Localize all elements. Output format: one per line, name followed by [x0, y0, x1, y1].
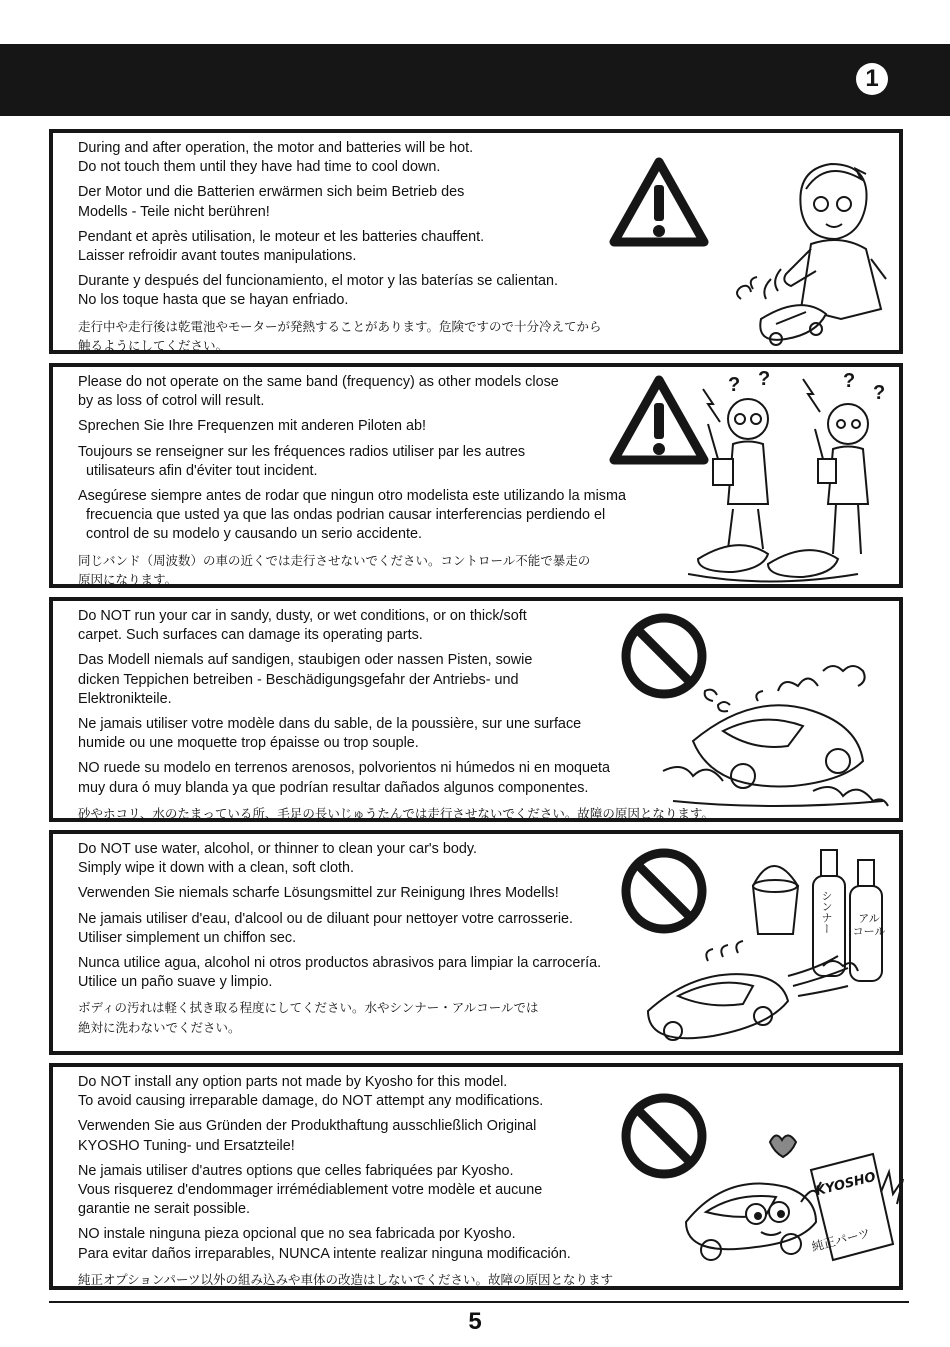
paragraph-jp: 純正オプションパーツ以外の組み込みや車体の改造はしないでください。故障の原因となります [78, 1271, 614, 1287]
caution-panel-hot-parts [49, 129, 903, 354]
paragraph-de: Das Modell niemals auf sandigen, staubigen oder nassen Pisten, sowie dicken Teppichen betreiben - Beschädigungsgefahr der Antriebs- und Elektronikteile. [78, 652, 533, 707]
svg-text:?: ? [758, 369, 771, 390]
paragraph-fr: Toujours se renseigner sur les fréquences radios utiliser par les autres utilisateurs afin d'éviter tout incident. [78, 443, 526, 479]
paragraph-en: Do NOT use water, alcohol, or thinner to clean your car's body. Simply wipe it down with a clean, soft cloth. [78, 841, 477, 877]
dusty-terrain-illustration [653, 661, 893, 811]
panel-text [78, 840, 601, 1043]
caution-panel-genuine-parts [49, 1063, 903, 1290]
header-bar [0, 44, 950, 116]
thinner-bottle-label: シンナー [820, 890, 833, 934]
genuine-parts-illustration [681, 1122, 911, 1272]
paragraph-en: During and after operation, the motor and batteries will be hot. Do not touch them until they have had time to cool down. [78, 140, 474, 176]
kyosho-box-brand: KYOSHO [814, 1169, 878, 1200]
paragraph-es: NO instale ninguna pieza opcional que no sea fabricada por Kyosho. Para evitar daños irreparables, NUNCA intente realizar ninguna modificación. [78, 1226, 571, 1262]
paragraph-de: Verwenden Sie aus Gründen der Produkthaftung ausschließlich Original KYOSHO Tuning- und Ersatzteile! [78, 1118, 537, 1154]
svg-text:?: ? [873, 382, 886, 404]
paragraph-en: Please do not operate on the same band (frequency) as other models close by as loss of cotrol will result. [78, 374, 559, 410]
frequency-conflict-illustration [688, 369, 898, 584]
paragraph-en: Do NOT run your car in sandy, dusty, or wet conditions, or on thick/soft carpet. Such surfaces can damage its operating parts. [78, 608, 527, 644]
page-number: 5 [468, 1308, 482, 1335]
panel-text [78, 373, 626, 595]
footer-rule [49, 1301, 909, 1303]
paragraph-fr: Ne jamais utiliser d'eau, d'alcool ou de diluant pour nettoyer votre carrosserie. Utiliser simplement un chiffon sec. [78, 910, 574, 946]
paragraph-es: Asegúrese siempre antes de rodar que ningun otro modelista este utilizando la misma frecuencia que usted ya que las ondas podrian causar interferencias perdiendo el control de su modelo y causando un serio accidente. [78, 488, 626, 543]
paragraph-jp: 走行中や走行後は乾電池やモーターが発熱することがあります。危険ですので十分冷えてから 触るようにしてください。 [78, 318, 602, 353]
cleaning-illustration [628, 846, 888, 1051]
paragraph-jp: 砂やホコリ、水のたまっている所、毛足の長いじゅうたんでは走行させないでください。故障の原因となります。 [78, 805, 714, 821]
paragraph-jp: 同じバンド（周波数）の車の近くでは走行させないでください。コントロール不能で暴走の 原因になります。 [78, 552, 591, 587]
paragraph-es: Nunca utilice agua, alcohol ni otros productos abrasivos para limpiar la carrocería. Utilice un paño suave y limpio. [78, 955, 602, 991]
panel-text [78, 1073, 613, 1295]
hot-motor-illustration [681, 149, 891, 354]
paragraph-fr: Ne jamais utiliser d'autres options que celles fabriquées par Kyosho. Vous risquerez d'endommager irrémédiablement votre modèle et aucune garantie ne serait possible. [78, 1162, 543, 1218]
caution-panel-terrain [49, 597, 903, 822]
caution-panel-frequency [49, 363, 903, 588]
paragraph-es: Durante y después del funcionamiento, el motor y las baterías se calientan. No los toque hasta que se hayan enfriado. [78, 273, 558, 309]
paragraph-de: Verwenden Sie niemals scharfe Lösungsmittel zur Reinigung Ihres Modells! [78, 885, 559, 902]
paragraph-de: Der Motor und die Batterien erwärmen sich beim Betrieb des Modells - Teile nicht berühren! [78, 184, 465, 220]
paragraph-en: Do NOT install any option parts not made by Kyosho for this model. To avoid causing irreparable damage, do NOT attempt any modifications. [78, 1074, 544, 1110]
panel-text [78, 139, 602, 361]
step-number-badge: 1 [856, 63, 888, 95]
svg-text:?: ? [728, 374, 741, 396]
paragraph-jp: ボディの汚れは軽く拭き取る程度にしてください。水やシンナー・アルコールでは 絶対に洗わないでください。 [78, 1000, 539, 1035]
paragraph-es: NO ruede su modelo en terrenos arenosos, polvorientos ni húmedos ni en moqueta muy dura ó muy blanda ya que podrían resultar dañados algunos componentes. [78, 760, 610, 796]
paragraph-fr: Pendant et après utilisation, le moteur et les batteries chauffent. Laisser refroidir avant toutes manipulations. [78, 228, 485, 265]
kyosho-box-label: 純正パーツ [810, 1225, 872, 1254]
caution-panel-cleaning [49, 830, 903, 1055]
svg-text:?: ? [843, 370, 856, 392]
paragraph-fr: Ne jamais utiliser votre modèle dans du sable, de la poussière, sur une surface humide ou une moquette trop épaisse ou trop souple. [78, 716, 582, 752]
paragraph-de: Sprechen Sie Ihre Frequenzen mit anderen Piloten ab! [78, 418, 426, 435]
alcohol-bottle-label: アル コール [852, 912, 886, 938]
